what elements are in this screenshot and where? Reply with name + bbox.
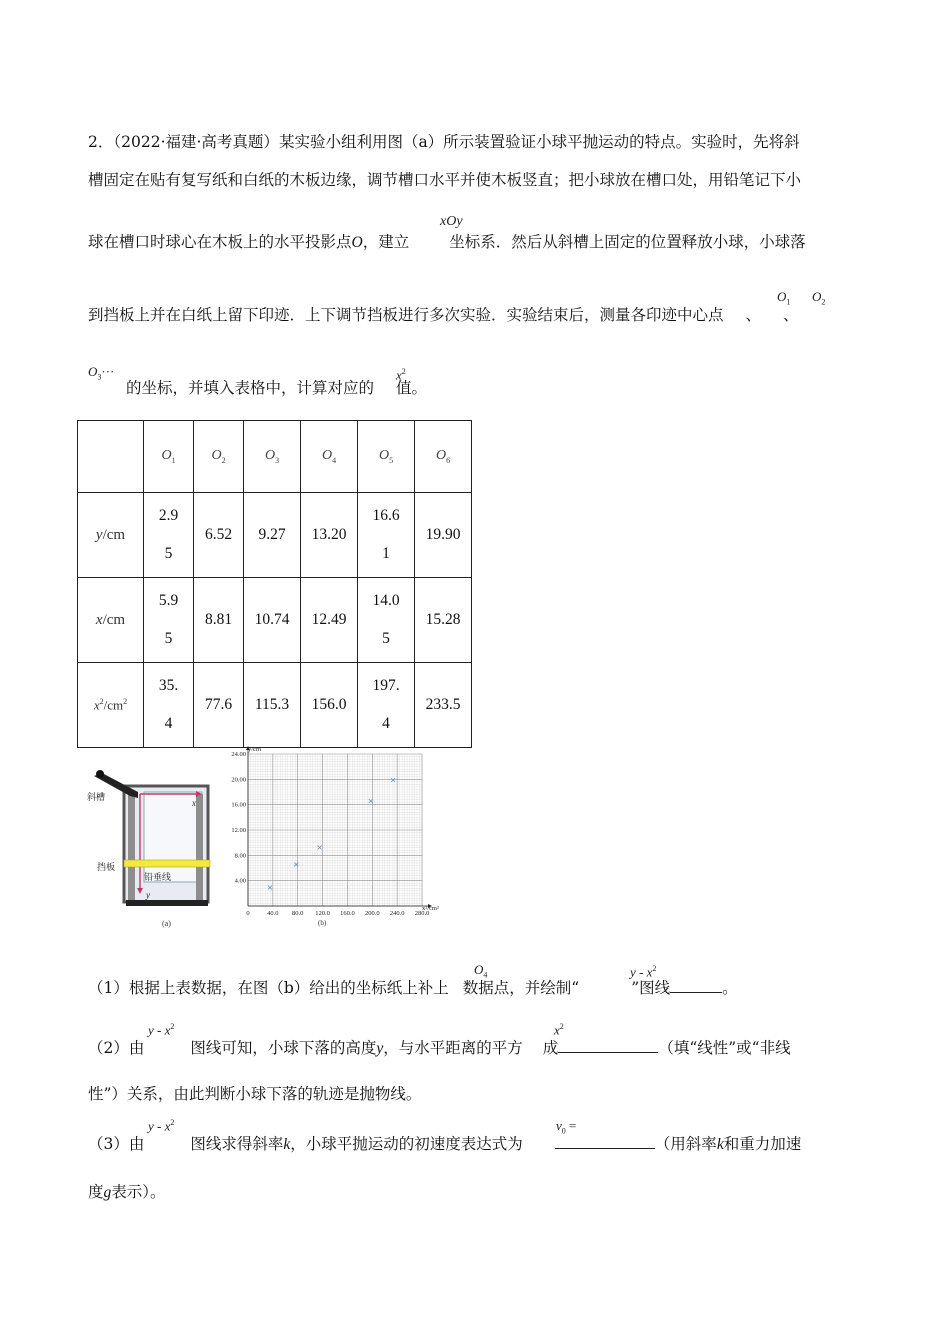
table-cell: 19.90	[415, 493, 472, 578]
x-tick-label: 120.0	[315, 910, 330, 917]
math-y-x2-3: y - $x^2$	[148, 1118, 175, 1134]
data-point: ×	[389, 775, 397, 785]
row-label-x: x/cm	[78, 578, 144, 663]
table-cell: 16.6 1	[358, 493, 415, 578]
math-x2-2: $x^2$	[554, 1022, 564, 1038]
x-tick-label: 40.0	[267, 910, 279, 917]
answer-blank-3[interactable]	[555, 1134, 655, 1149]
answer-blank-1[interactable]	[670, 978, 722, 993]
stem-line-1: 2．（2022·福建·高考真题）某实验小组利用图（a）所示装置验证小球平抛运动的特点。实验时，先将斜	[88, 133, 800, 151]
row-label-y: y/cm	[78, 493, 144, 578]
math-y-x2-1: y - $x^2$	[630, 964, 657, 980]
table-cell: 156.0	[301, 663, 358, 748]
table-header-o4: $O_4$	[301, 421, 358, 493]
subq-3: （3）由 图线求得斜率k，小球平抛运动的初速度表达式为 （用斜率k和重力加速	[88, 1135, 802, 1153]
table-header-o2: $O_2$	[194, 421, 244, 493]
math-v0: $v_0$ =	[556, 1118, 577, 1136]
question-source: （2022·福建·高考真题）	[113, 133, 279, 151]
x-tick-label: 160.0	[340, 910, 355, 917]
math-O3-dots: $O_3\cdot\cdot\cdot$	[88, 364, 115, 382]
chart-ylabel: y/cm	[248, 746, 261, 753]
table-cell: 115.3	[244, 663, 301, 748]
table-cell: 10.74	[244, 578, 301, 663]
table-corner-cell	[78, 421, 144, 493]
x-tick-label: 280.0	[414, 910, 430, 917]
row-label-x2: $x^2/cm^2$	[78, 663, 144, 748]
table-header-o3: $O_3$	[244, 421, 301, 493]
y-tick-label: 4.00	[234, 877, 246, 885]
label-plumb: 铅垂线	[144, 873, 172, 883]
x-tick-label: 240.0	[389, 910, 405, 917]
question-number: 2．	[88, 133, 114, 151]
table-cell: 197. 4	[358, 663, 415, 748]
label-baffle: 挡板	[97, 863, 116, 873]
table-header-o5: $O_5$	[358, 421, 415, 493]
table-row-x	[78, 578, 472, 663]
math-xOy: xOy	[440, 214, 463, 229]
table-header-o1: $O_1$	[144, 421, 194, 493]
table-cell: 2.9 5	[144, 493, 194, 578]
table-cell: 15.28	[415, 578, 472, 663]
math-O2: $O_2$	[812, 289, 826, 307]
subq-1: （1）根据上表数据，在图（b）给出的坐标纸上补上 数据点，并绘制“ ”图线 。	[88, 979, 738, 997]
y-tick-label: 20.00	[231, 776, 246, 784]
table-cell: 233.5	[415, 663, 472, 748]
data-point: ×	[292, 860, 300, 870]
y-tick-label: 24.00	[231, 751, 246, 758]
subq-2: （2）由 图线可知，小球下落的高度y，与水平距离的平方 成 （填“线性”或“非线	[88, 1039, 791, 1057]
stem-line-5: 的坐标，并填入表格中，计算对应的 值。	[126, 379, 428, 397]
table-cell: 14.0 5	[358, 578, 415, 663]
stem-line-4: 到挡板上并在白纸上留下印迹．上下调节挡板进行多次实验．实验结束后，测量各印迹中心点 、 、	[88, 306, 799, 324]
table-row-x2	[78, 663, 472, 748]
x-tick-label: 200.0	[364, 910, 380, 917]
data-point: ×	[316, 842, 324, 852]
table-header-row	[78, 421, 472, 493]
data-point: ×	[266, 882, 274, 892]
table-cell: 6.52	[194, 493, 244, 578]
math-y-x2-2: y - $x^2$	[148, 1022, 175, 1038]
subq-2-line-2: 性”）关系，由此判断小球下落的轨迹是抛物线。	[88, 1085, 422, 1103]
table-cell: 8.81	[194, 578, 244, 663]
table-row-y	[78, 493, 472, 578]
table-cell: 12.49	[301, 578, 358, 663]
axis-x-label: x	[192, 798, 196, 808]
table-cell: 9.27	[244, 493, 301, 578]
x-tick-label: 0	[246, 910, 250, 917]
table-cell: 35. 4	[144, 663, 194, 748]
figure-a-apparatus	[82, 764, 222, 932]
chart-caption: (b)	[318, 919, 327, 927]
table-cell: 13.20	[301, 493, 358, 578]
table-cell: 5.9 5	[144, 578, 194, 663]
x-tick-label: 80.0	[292, 910, 304, 917]
figure-b-chart	[222, 744, 454, 932]
label-chute: 斜槽	[87, 793, 106, 803]
stem-line-3: 球在槽口时球心在木板上的水平投影点O，建立 坐标系．然后从斜槽上固定的位置释放小球，小球落	[88, 233, 806, 251]
math-O4: $O_4$	[474, 962, 488, 980]
math-x-squared: $x^2$	[396, 367, 406, 383]
stem-line-2: 槽固定在贴有复写纸和白纸的木板边缘，调节槽口水平并使木板竖直；把小球放在槽口处，用铅笔记下小	[88, 171, 802, 189]
caption-a: (a)	[162, 919, 171, 928]
axis-y-label: y	[146, 890, 150, 900]
y-tick-label: 8.00	[234, 852, 246, 860]
data-table	[77, 420, 472, 748]
y-tick-label: 12.00	[231, 827, 246, 834]
data-point: ×	[367, 796, 375, 806]
table-cell: 77.6	[194, 663, 244, 748]
y-tick-label: 16.00	[231, 801, 246, 809]
chart-xlabel: x²/cm²	[422, 905, 439, 912]
math-O1: $O_1$	[777, 289, 791, 307]
subq-3-line-2: 度g表示）。	[88, 1183, 166, 1201]
table-header-o6: $O_6$	[415, 421, 472, 493]
answer-blank-2[interactable]	[558, 1038, 658, 1053]
